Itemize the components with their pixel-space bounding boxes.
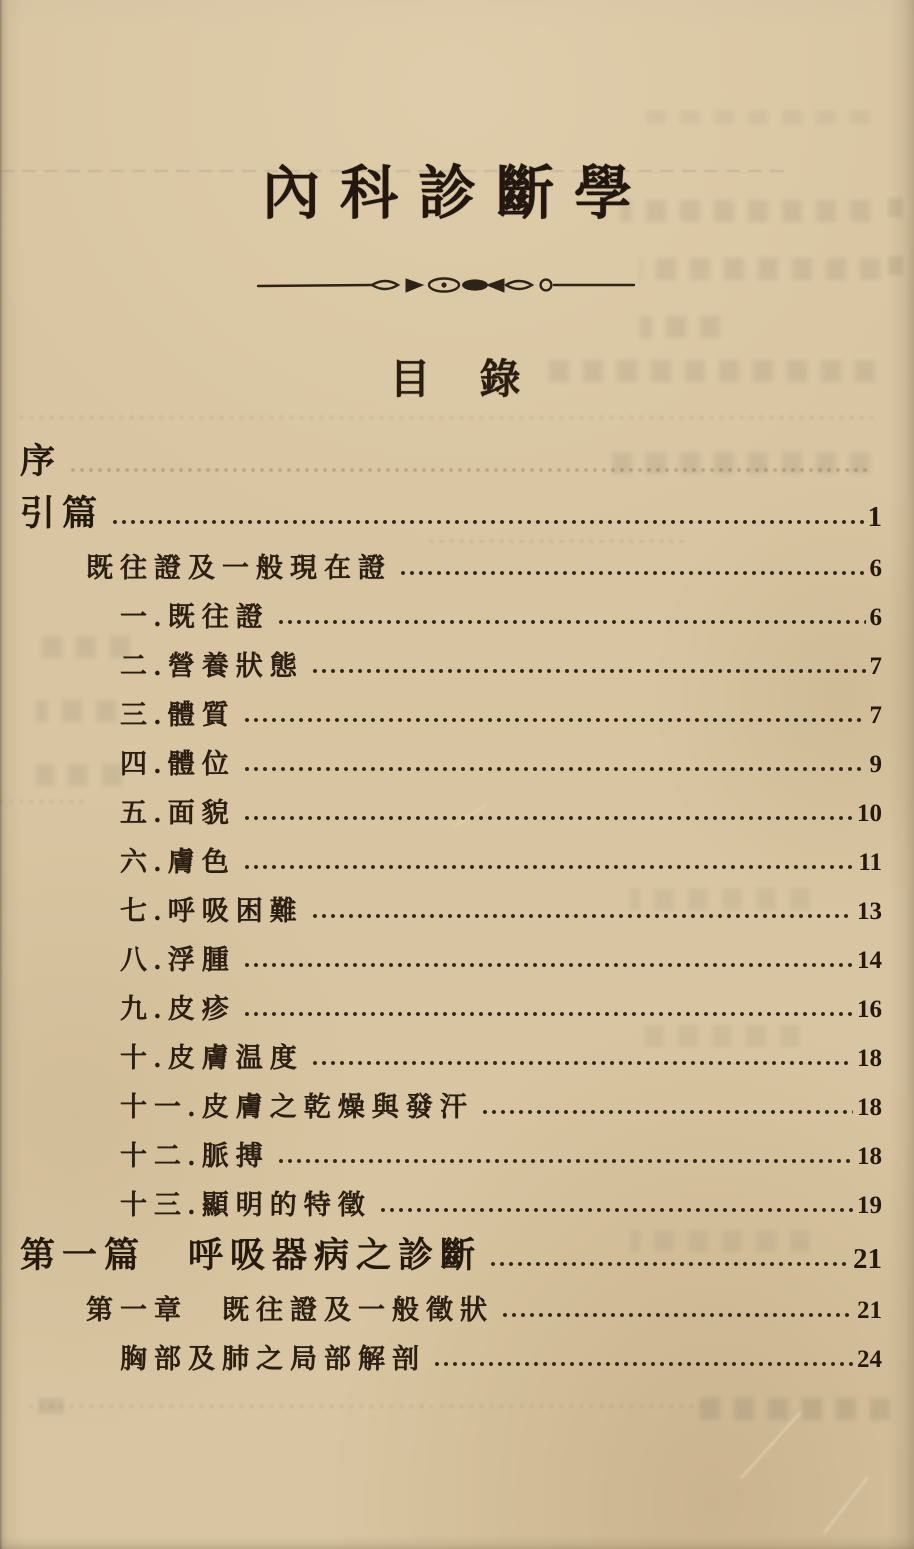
toc-entry [20,928,882,977]
toc-entry-page: 21 [853,1243,882,1275]
toc-list [20,432,882,1376]
toc-entry [20,830,882,879]
toc-entry [20,1278,882,1327]
toc-entry [20,781,882,830]
toc-entry-page: 21 [857,1297,882,1324]
bleedthrough-artifact [38,1398,64,1414]
toc-entry-label: 七.呼吸困難 [120,896,304,926]
dot-leader [70,467,868,473]
toc-entry-label: 十.皮膚温度 [120,1043,304,1073]
dot-leader [244,815,853,821]
bleedthrough-artifact [20,416,880,419]
toc-entry-page: 18 [857,1094,882,1121]
dot-leader [278,1158,853,1164]
toc-entry-page: 13 [857,898,882,925]
bleedthrough-artifact [640,316,720,338]
toc-entry-label: 第一篇 呼吸器病之診斷 [20,1236,483,1275]
toc-entry [20,683,882,732]
toc-entry-page: 14 [857,947,882,974]
toc-entry-page: 10 [857,800,882,827]
toc-entry [20,634,882,683]
dot-leader [244,717,866,723]
bleedthrough-artifact [30,1405,710,1408]
toc-entry-label: 五.面貌 [120,798,236,828]
dot-leader [482,1109,853,1115]
contents-heading: 目 錄 [389,356,525,402]
toc-entry-page: 19 [857,1192,882,1219]
toc-entry [20,585,882,634]
toc-entry-label: 九.皮疹 [120,994,236,1024]
toc-entry-label: 序 [20,442,63,481]
toc-entry-page: 11 [858,849,882,876]
toc-entry [20,732,882,781]
toc-entry-label: 十一.皮膚之乾燥與發汗 [120,1092,474,1122]
dot-leader [434,1361,853,1367]
bleedthrough-artifact [640,110,870,124]
toc-entry-page: 16 [857,996,882,1023]
dot-leader [244,962,853,968]
toc-entry [20,1327,882,1376]
toc-entry [20,432,882,484]
dot-leader [312,913,853,919]
toc-entry [20,1124,882,1173]
toc-entry [20,536,882,585]
dot-leader [112,519,863,525]
dot-leader [312,1060,853,1066]
toc-entry-label: 四.體位 [120,749,236,779]
dot-leader [502,1312,853,1318]
toc-entry-page: 7 [869,653,882,680]
toc-entry-page: 1 [867,501,882,533]
dot-leader [490,1261,849,1267]
toc-entry-label: 第一章 既往證及一般徵狀 [86,1295,494,1325]
dot-leader [400,570,866,576]
toc-entry-page: 18 [857,1143,882,1170]
toc-entry-label: 六.膚色 [120,847,236,877]
toc-entry [20,1075,882,1124]
book-title: 內科診斷學 [261,161,652,226]
bleedthrough-artifact [888,256,903,275]
toc-entry-page: 18 [857,1045,882,1072]
toc-entry-label: 三.體質 [120,700,236,730]
toc-entry [20,879,882,928]
toc-entry [20,1222,882,1278]
bleedthrough-artifact [640,258,880,280]
toc-entry-label: 引篇 [20,494,105,533]
toc-entry [20,484,882,536]
crease-mark [740,1411,802,1479]
toc-entry-label: 十二.脈搏 [120,1141,270,1171]
bleedthrough-artifact [700,1398,890,1420]
dot-leader [244,864,855,870]
toc-entry-page: 6 [869,604,882,631]
toc-entry-label: 胸部及肺之局部解剖 [120,1344,426,1374]
toc-entry-label: 二.營養狀態 [120,651,304,681]
toc-entry [20,1026,882,1075]
toc-entry-page: 24 [857,1346,882,1373]
ornament-divider-icon [256,271,636,299]
toc-entry-label: 既往證及一般現在證 [86,553,392,583]
toc-entry [20,1173,882,1222]
toc-entry-label: 八.浮腫 [120,945,236,975]
toc-entry-page: 6 [869,555,882,582]
crease-mark [824,1477,869,1533]
toc-entry-label: 一.既往證 [120,602,270,632]
dot-leader [278,619,866,625]
dot-leader [380,1207,853,1213]
dot-leader [244,1011,853,1017]
toc-entry-page: 7 [869,702,882,729]
toc-entry-label: 十三.顯明的特徵 [120,1190,372,1220]
dot-leader [244,766,866,772]
toc-entry [20,977,882,1026]
dot-leader [312,668,866,674]
toc-entry-page: 9 [869,751,882,778]
